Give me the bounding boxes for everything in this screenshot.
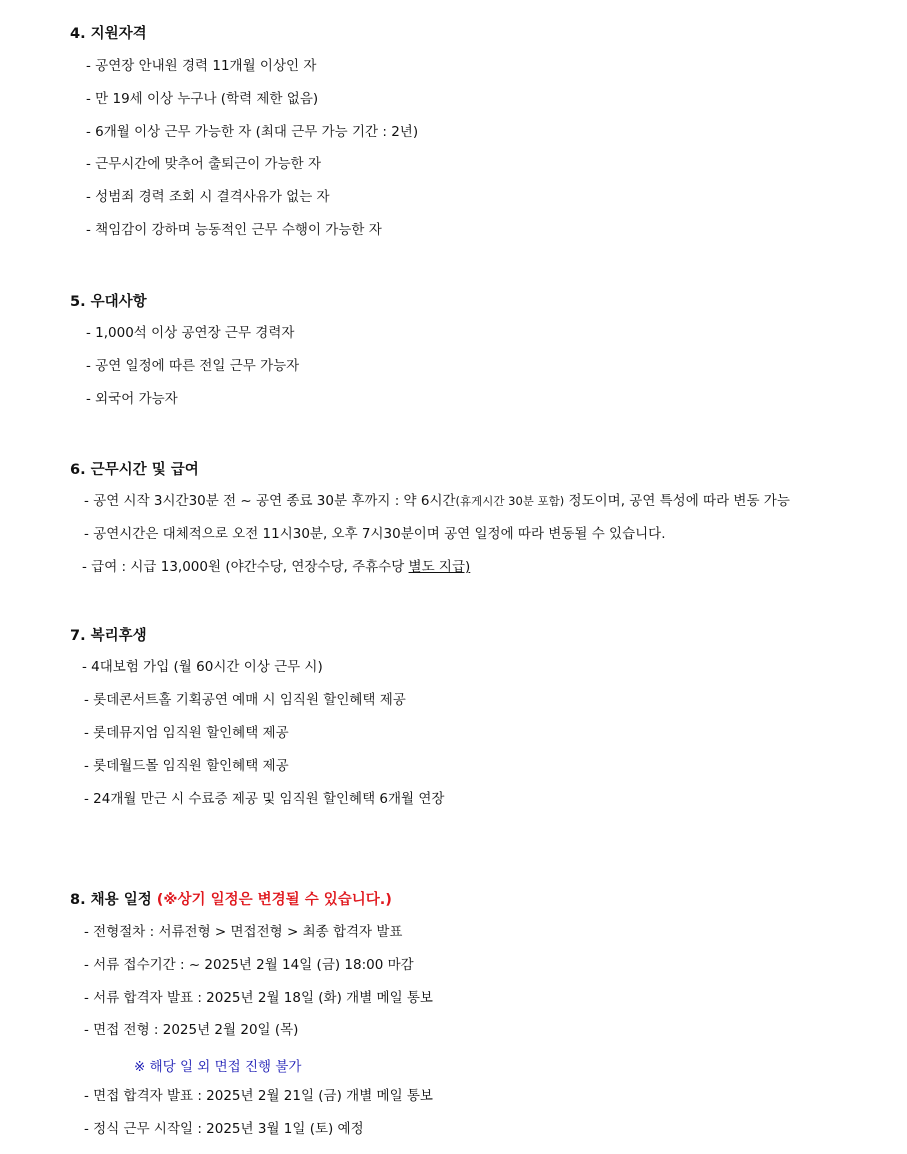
schedule-change-note: (※상기 일정은 변경될 수 있습니다.) <box>156 892 392 908</box>
list-item: - 면접 전형 : 2025년 2월 20일 (목) <box>84 1022 299 1038</box>
list-item: - 책임감이 강하며 능동적인 근무 수행이 가능한 자 <box>86 222 382 238</box>
list-item: - 공연시간은 대체적으로 오전 11시30분, 오후 7시30분이며 공연 일정에 따라 변동될 수 있습니다. <box>84 526 666 542</box>
section-8-heading <box>70 888 392 909</box>
list-item: - 24개월 만근 시 수료증 제공 및 임직원 할인혜택 6개월 연장 <box>84 791 445 807</box>
list-item: - 전형절차 : 서류전형 > 면접전형 > 최종 합격자 발표 <box>84 924 403 940</box>
list-item: - 정식 근무 시작일 : 2025년 3월 1일 (토) 예정 <box>84 1121 364 1137</box>
list-item: - 서류 접수기간 : ~ 2025년 2월 14일 (금) 18:00 마감 <box>84 957 414 973</box>
list-item: - 공연장 안내원 경력 11개월 이상인 자 <box>86 58 317 74</box>
section-8-heading-text: 8. 채용 일정 <box>70 892 157 908</box>
list-item-salary <box>82 558 470 576</box>
list-item: - 롯데콘서트홀 기획공연 예매 시 임직원 할인혜택 제공 <box>84 692 406 708</box>
list-item: - 6개월 이상 근무 가능한 자 (최대 근무 가능 기간 : 2년) <box>86 124 419 140</box>
list-item: - 롯데뮤지엄 임직원 할인혜택 제공 <box>84 725 289 741</box>
list-item-work-hours <box>84 492 790 510</box>
list-item: - 4대보험 가입 (월 60시간 이상 근무 시) <box>82 659 323 675</box>
break-time-note: (휴게시간 30분 포함) <box>455 494 565 508</box>
section-4-heading: 4. 지원자격 <box>70 26 147 42</box>
list-item: - 1,000석 이상 공연장 근무 경력자 <box>86 325 295 341</box>
section-7-heading: 7. 복리후생 <box>70 628 147 644</box>
list-item: - 공연 일정에 따른 전일 근무 가능자 <box>86 358 300 374</box>
salary-text: - 급여 : 시급 13,000원 (야간수당, 연장수당, 주휴수당 <box>82 559 409 575</box>
list-item: - 만 19세 이상 누구나 (학력 제한 없음) <box>86 91 319 107</box>
salary-underlined-text: 별도 지급) <box>408 559 471 575</box>
list-item: - 롯데월드몰 임직원 할인혜택 제공 <box>84 758 289 774</box>
list-item: - 근무시간에 맞추어 출퇴근이 가능한 자 <box>86 156 321 172</box>
list-item: - 서류 합격자 발표 : 2025년 2월 18일 (화) 개별 메일 통보 <box>84 990 433 1006</box>
section-5-heading: 5. 우대사항 <box>70 294 147 310</box>
work-hours-text-tail: 정도이며, 공연 특성에 따라 변동 가능 <box>564 493 790 509</box>
interview-note: ※ 해당 일 외 면접 진행 불가 <box>134 1059 302 1075</box>
section-6-heading: 6. 근무시간 및 급여 <box>70 462 199 478</box>
list-item: - 외국어 가능자 <box>86 391 178 407</box>
work-hours-text: - 공연 시작 3시간30분 전 ~ 공연 종료 30분 후까지 : 약 6시간 <box>84 493 456 509</box>
list-item: - 면접 합격자 발표 : 2025년 2월 21일 (금) 개별 메일 통보 <box>84 1088 433 1104</box>
list-item: - 성범죄 경력 조회 시 결격사유가 없는 자 <box>86 189 330 205</box>
